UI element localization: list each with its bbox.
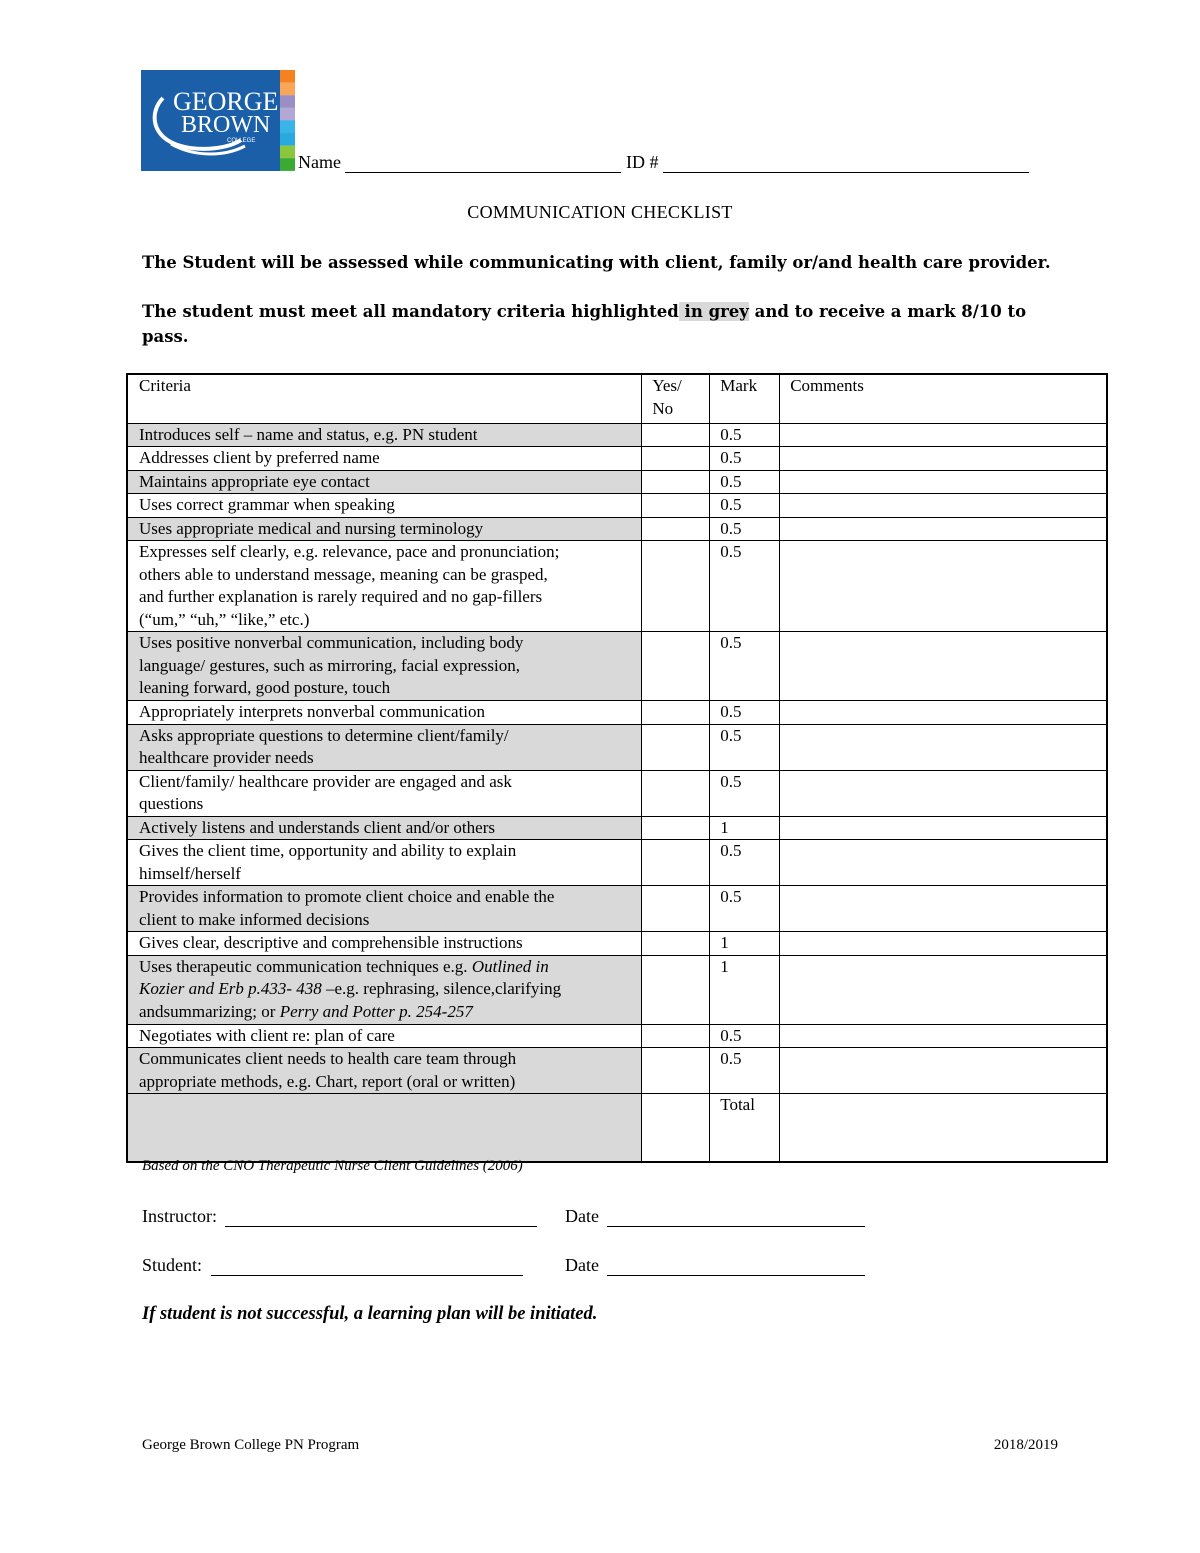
criteria-cell: Negotiates with client re: plan of care [127,1024,642,1048]
logo-color-stripe [280,146,295,159]
table-row [127,632,1107,701]
total-yes-no-cell [642,1094,710,1162]
instructor-date-row [565,1206,865,1227]
criteria-cell: Uses correct grammar when speaking [127,494,642,518]
total-label-cell: Total [710,1094,780,1162]
yes-no-cell[interactable] [642,447,710,471]
comments-cell[interactable] [780,494,1107,518]
mark-cell: 0.5 [710,470,780,494]
comments-cell[interactable] [780,955,1107,1024]
comments-cell[interactable] [780,470,1107,494]
table-row [127,955,1107,1024]
footer-year: 2018/2019 [993,1437,1058,1453]
comments-cell[interactable] [780,541,1107,632]
criteria-cell: Uses positive nonverbal communication, including body language/ gestures, such as mirroring, facial expression, leaning forward, good posture, touch [127,632,642,701]
total-blank-cell [127,1094,642,1162]
table-row [127,470,1107,494]
logo-color-stripe [280,133,295,146]
mark-cell: 0.5 [710,517,780,541]
table-row [127,701,1107,725]
name-label: Name [298,152,341,172]
student-date-line[interactable] [607,1255,865,1276]
instruction-line-3: pass. [142,327,189,346]
yes-no-cell[interactable] [642,1024,710,1048]
comments-cell[interactable] [780,816,1107,840]
total-row [127,1094,1107,1162]
table-row [127,541,1107,632]
yes-no-cell[interactable] [642,886,710,932]
yes-no-cell[interactable] [642,632,710,701]
checklist-table [126,373,1108,1163]
mark-header: Mark [710,374,780,423]
instructor-signature-line[interactable] [225,1206,537,1227]
id-label: ID # [625,152,659,172]
yes-no-cell[interactable] [642,541,710,632]
comments-cell[interactable] [780,1024,1107,1048]
criteria-cell: Addresses client by preferred name [127,447,642,471]
name-id-row [298,152,1029,173]
yes-no-cell[interactable] [642,955,710,1024]
comments-cell[interactable] [780,840,1107,886]
comments-cell[interactable] [780,932,1107,956]
table-row [127,724,1107,770]
criteria-cell: Gives clear, descriptive and comprehensible instructions [127,932,642,956]
comments-header: Comments [780,374,1107,423]
yes-no-cell[interactable] [642,932,710,956]
instruction-line-2: The student must meet all mandatory criteria highlighted in grey and to receive a mark 8/10 to [142,302,1027,321]
student-label: Student: [142,1255,203,1275]
yes-no-cell[interactable] [642,470,710,494]
logo-text-george: GEORGE [173,87,279,116]
table-row [127,1048,1107,1094]
instructor-date-line[interactable] [607,1206,865,1227]
comments-cell[interactable] [780,886,1107,932]
comments-cell[interactable] [780,423,1107,447]
logo-color-stripe [280,158,295,171]
yes-no-cell[interactable] [642,816,710,840]
learning-plan-warning: If student is not successful, a learning plan will be initiated. [142,1304,598,1324]
table-row [127,816,1107,840]
name-field-line[interactable] [345,152,621,173]
table-row [127,517,1107,541]
college-logo [141,70,295,171]
criteria-cell: Communicates client needs to health care team through appropriate methods, e.g. Chart, report (oral or written) [127,1048,642,1094]
mark-cell: 0.5 [710,494,780,518]
comments-cell[interactable] [780,447,1107,471]
logo-text-college: COLLEGE [227,138,256,144]
yes-no-cell[interactable] [642,423,710,447]
logo-color-stripe [280,95,295,108]
mark-cell: 0.5 [710,423,780,447]
yes-no-cell[interactable] [642,770,710,816]
mark-cell: 1 [710,816,780,840]
criteria-cell: Gives the client time, opportunity and ability to explain himself/herself [127,840,642,886]
yes-no-cell[interactable] [642,701,710,725]
comments-cell[interactable] [780,1048,1107,1094]
student-signature-row [142,1255,523,1276]
criteria-cell: Introduces self – name and status, e.g. PN student [127,423,642,447]
mark-cell: 0.5 [710,886,780,932]
mark-cell: 0.5 [710,632,780,701]
mark-cell: 1 [710,932,780,956]
criteria-cell: Maintains appropriate eye contact [127,470,642,494]
mark-cell: 0.5 [710,1024,780,1048]
instruction-line-1: The Student will be assessed while communicating with client, family or/and health care provider. [142,253,1051,272]
student-date-label: Date [565,1255,599,1275]
table-row [127,886,1107,932]
citation: Based on the CNO Therapeutic Nurse Client Guidelines (2006) [142,1158,523,1174]
logo-color-stripe [280,70,295,83]
mark-cell: 0.5 [710,701,780,725]
criteria-cell: Appropriately interprets nonverbal communication [127,701,642,725]
comments-cell[interactable] [780,701,1107,725]
yes-no-cell[interactable] [642,494,710,518]
mark-cell: 0.5 [710,541,780,632]
table-header-row [127,374,1107,423]
comments-cell[interactable] [780,517,1107,541]
logo-color-stripe [280,108,295,121]
grey-highlight: in grey [678,302,749,321]
comments-cell[interactable] [780,724,1107,770]
student-signature-line[interactable] [211,1255,523,1276]
id-field-line[interactable] [663,152,1029,173]
table-row [127,1024,1107,1048]
page-title: COMMUNICATION CHECKLIST [467,202,733,222]
table-row [127,423,1107,447]
instructor-signature-row [142,1206,537,1227]
mark-cell: 0.5 [710,1048,780,1094]
footer-program: George Brown College PN Program [142,1437,360,1453]
mark-cell: 0.5 [710,447,780,471]
comments-cell[interactable] [780,770,1107,816]
criteria-cell: Uses therapeutic communication techniques e.g. Outlined in Kozier and Erb p.433- 438 –e.g. rephrasing, silence,clarifying andsummarizing; or Perry and Potter p. 254-257 [127,955,642,1024]
criteria-cell: Provides information to promote client choice and enable the client to make informed decisions [127,886,642,932]
table-row [127,494,1107,518]
table-row [127,770,1107,816]
comments-cell[interactable] [780,632,1107,701]
logo-text-brown: BROWN [181,112,271,138]
mark-cell: 0.5 [710,770,780,816]
mark-cell: 0.5 [710,724,780,770]
yes-no-header: Yes/ No [642,374,710,423]
criteria-cell: Expresses self clearly, e.g. relevance, pace and pronunciation; others able to understand message, meaning can be grasped, and further explanation is rarely required and no gap-fillers (“um,” “uh,” “like,” etc.) [127,541,642,632]
criteria-cell: Uses appropriate medical and nursing terminology [127,517,642,541]
table-row [127,447,1107,471]
criteria-header: Criteria [127,374,642,423]
logo-color-stripe [280,120,295,133]
total-comments-cell[interactable] [780,1094,1107,1162]
yes-no-cell[interactable] [642,840,710,886]
yes-no-cell[interactable] [642,1048,710,1094]
criteria-cell: Actively listens and understands client and/or others [127,816,642,840]
table-row [127,932,1107,956]
mark-cell: 1 [710,955,780,1024]
criteria-cell: Asks appropriate questions to determine client/family/ healthcare provider needs [127,724,642,770]
yes-no-cell[interactable] [642,517,710,541]
instructor-label: Instructor: [142,1206,217,1226]
mark-cell: 0.5 [710,840,780,886]
yes-no-cell[interactable] [642,724,710,770]
instructor-date-label: Date [565,1206,599,1226]
table-row [127,840,1107,886]
student-date-row [565,1255,865,1276]
logo-color-stripe [280,83,295,96]
criteria-cell: Client/family/ healthcare provider are engaged and ask questions [127,770,642,816]
